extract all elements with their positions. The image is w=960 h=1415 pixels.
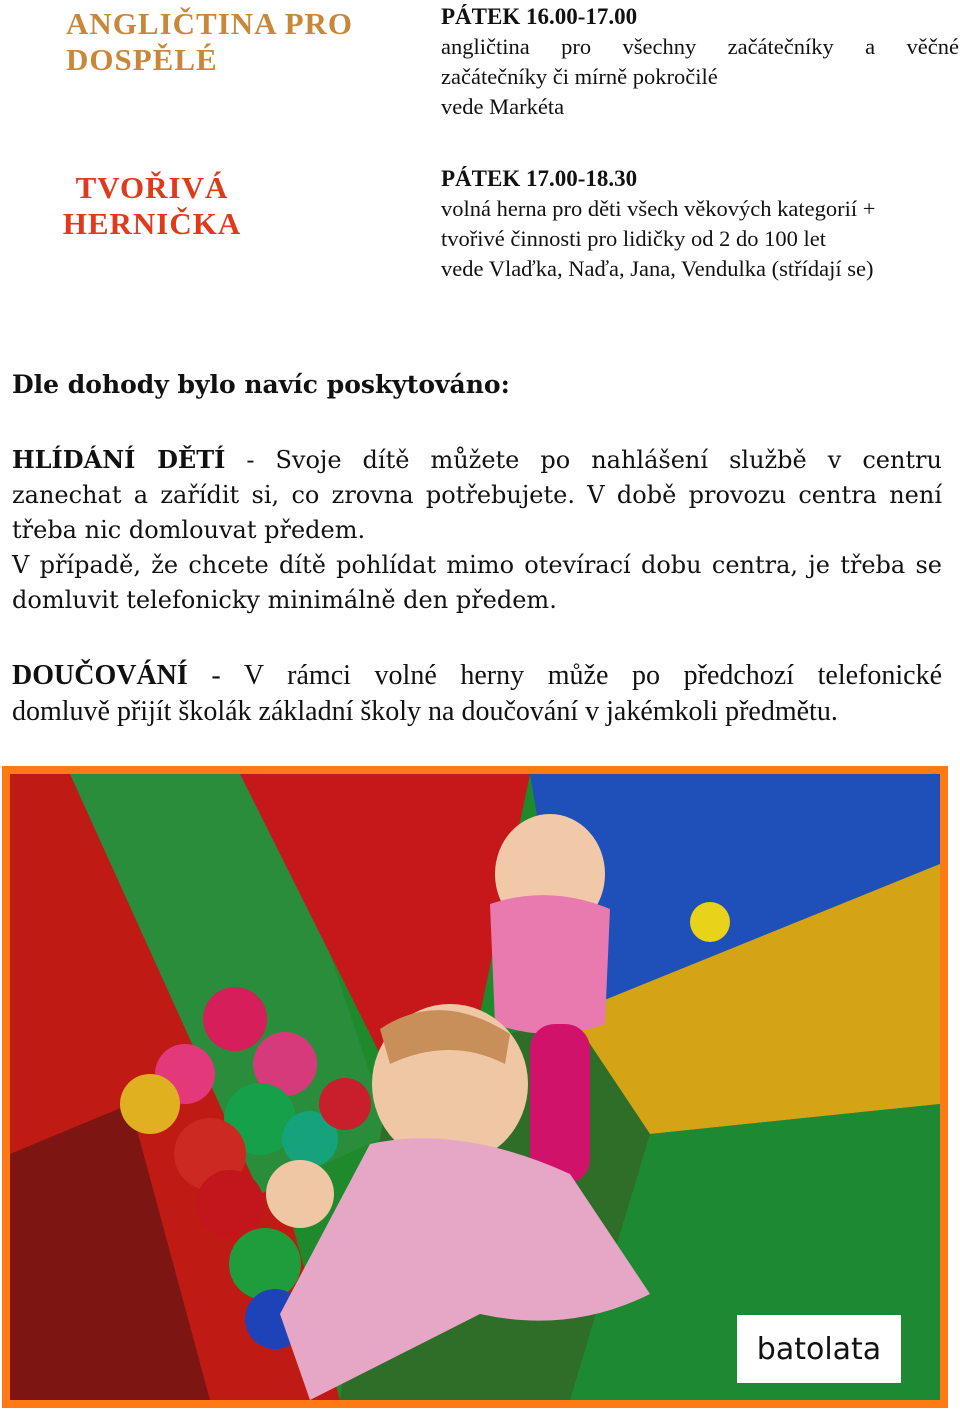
babysitting-line3: třeba nic domlouvat předem.	[12, 516, 366, 544]
playroom-line1: volná herna pro děti všech věkových kategorií +	[441, 196, 876, 221]
english-line2: začátečníky či mírně pokročilé	[441, 64, 718, 89]
english-day: PÁTEK 16.00-17.00	[441, 4, 638, 29]
english-line1: angličtina pro všechny začátečníky a věčné	[441, 34, 959, 59]
english-title-line2: DOSPĚLÉ	[66, 42, 218, 77]
babysitting-note2: domluvit telefonicky minimálně den předem.	[12, 586, 557, 614]
english-line3: vede Markéta	[441, 94, 565, 119]
tutoring-line2: domluvě přijít školák základní školy na doučování v jakémkoli předmětu.	[12, 696, 838, 727]
babysitting-lead: HLÍDÁNÍ DĚTÍ	[12, 445, 226, 474]
playroom-line2: tvořivé činnosti pro lidičky od 2 do 100 let	[441, 226, 826, 251]
playroom-title	[62, 170, 242, 242]
playroom-title-line2: HERNIČKA	[62, 206, 242, 241]
tutoring-line1	[12, 658, 942, 694]
babysitting-paragraph	[12, 442, 942, 618]
english-title	[66, 6, 353, 78]
english-details	[441, 2, 959, 122]
babysitting-line1	[12, 442, 942, 478]
extras-heading: Dle dohody bylo navíc poskytováno:	[12, 370, 510, 399]
photo-caption: batolata	[737, 1315, 901, 1383]
playroom-details	[441, 164, 959, 284]
babysitting-line2: zanechat a zařídit si, co zrovna potřebujete. V době provozu centra není	[12, 481, 942, 509]
playroom-line3: vede Vlaďka, Naďa, Jana, Vendulka (střídají se)	[441, 256, 874, 281]
photo-toddlers	[2, 766, 948, 1408]
tutoring-text1: - V rámci volné herny může po předchozí telefonické	[211, 660, 943, 691]
babysitting-note1: V případě, že chcete dítě pohlídat mimo otevírací dobu centra, je třeba se	[12, 551, 942, 579]
photo-illustration	[10, 774, 940, 1400]
playroom-day: PÁTEK 17.00-18.30	[441, 166, 638, 191]
english-title-line1: ANGLIČTINA PRO	[66, 6, 354, 41]
babysitting-text1: - Svoje dítě můžete po nahlášení službě v centru	[246, 446, 942, 474]
tutoring-paragraph	[12, 658, 942, 730]
playroom-title-line1: TVOŘIVÁ	[75, 170, 229, 205]
tutoring-lead: DOUČOVÁNÍ	[12, 660, 188, 691]
